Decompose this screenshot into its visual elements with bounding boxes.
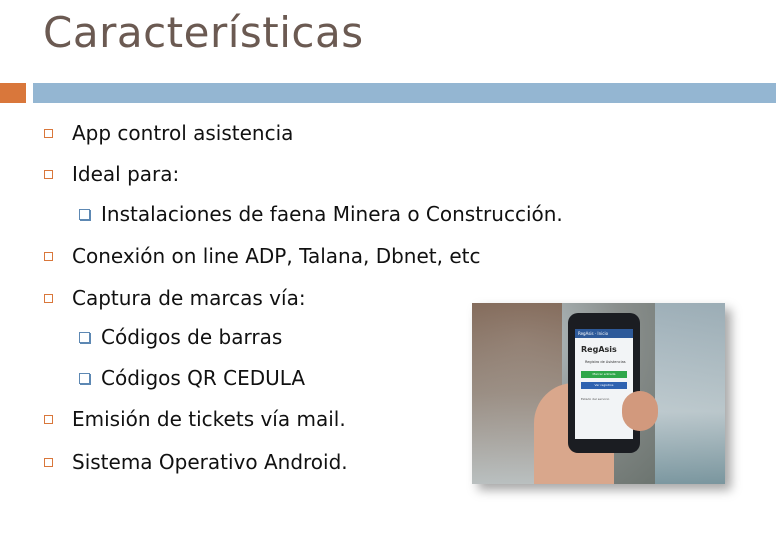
bullet-item — [72, 407, 346, 431]
bullet-text: Códigos QR CEDULA — [101, 366, 306, 390]
square-bullet-icon — [44, 415, 53, 424]
square-bullet-icon — [44, 252, 53, 261]
bullet-text: Instalaciones de faena Minera o Construcción. — [101, 202, 563, 226]
bullet-item — [72, 286, 306, 310]
app-header: RegAsis · Inicio — [575, 329, 633, 338]
app-footer: Estado del servicio — [581, 397, 610, 401]
bullet-text: Sistema Operativo Android. — [72, 450, 348, 474]
bullet-item — [72, 244, 480, 268]
bullet-item — [72, 121, 293, 145]
thumb-image — [622, 391, 658, 431]
bullet-text: App control asistencia — [72, 121, 294, 145]
sub-bullet-item — [101, 325, 282, 349]
phone-photo — [472, 303, 725, 484]
sub-bullet-item — [101, 202, 563, 226]
square-bullet-icon — [44, 458, 53, 467]
sub-bullet-item — [101, 366, 305, 390]
bullet-text: Captura de marcas vía: — [72, 286, 306, 310]
square-sub-bullet-icon — [79, 209, 90, 220]
bullet-item — [72, 450, 348, 474]
app-green-button: Marcar entrada — [581, 371, 627, 378]
app-subtitle: Registro de Asistencias — [585, 360, 626, 364]
slide-title: Características — [43, 8, 364, 57]
square-sub-bullet-icon — [79, 373, 90, 384]
photo-background-right — [655, 303, 725, 484]
square-bullet-icon — [44, 129, 53, 138]
bullet-item — [72, 162, 179, 186]
app-logo: RegAsis — [581, 345, 617, 354]
app-blue-button: Ver registros — [581, 382, 627, 389]
square-bullet-icon — [44, 170, 53, 179]
bullet-text: Conexión on line ADP, Talana, Dbnet, etc — [72, 244, 481, 268]
bullet-text: Ideal para: — [72, 162, 180, 186]
square-bullet-icon — [44, 294, 53, 303]
bullet-text: Emisión de tickets vía mail. — [72, 407, 346, 431]
square-sub-bullet-icon — [79, 332, 90, 343]
bullet-text: Códigos de barras — [101, 325, 283, 349]
